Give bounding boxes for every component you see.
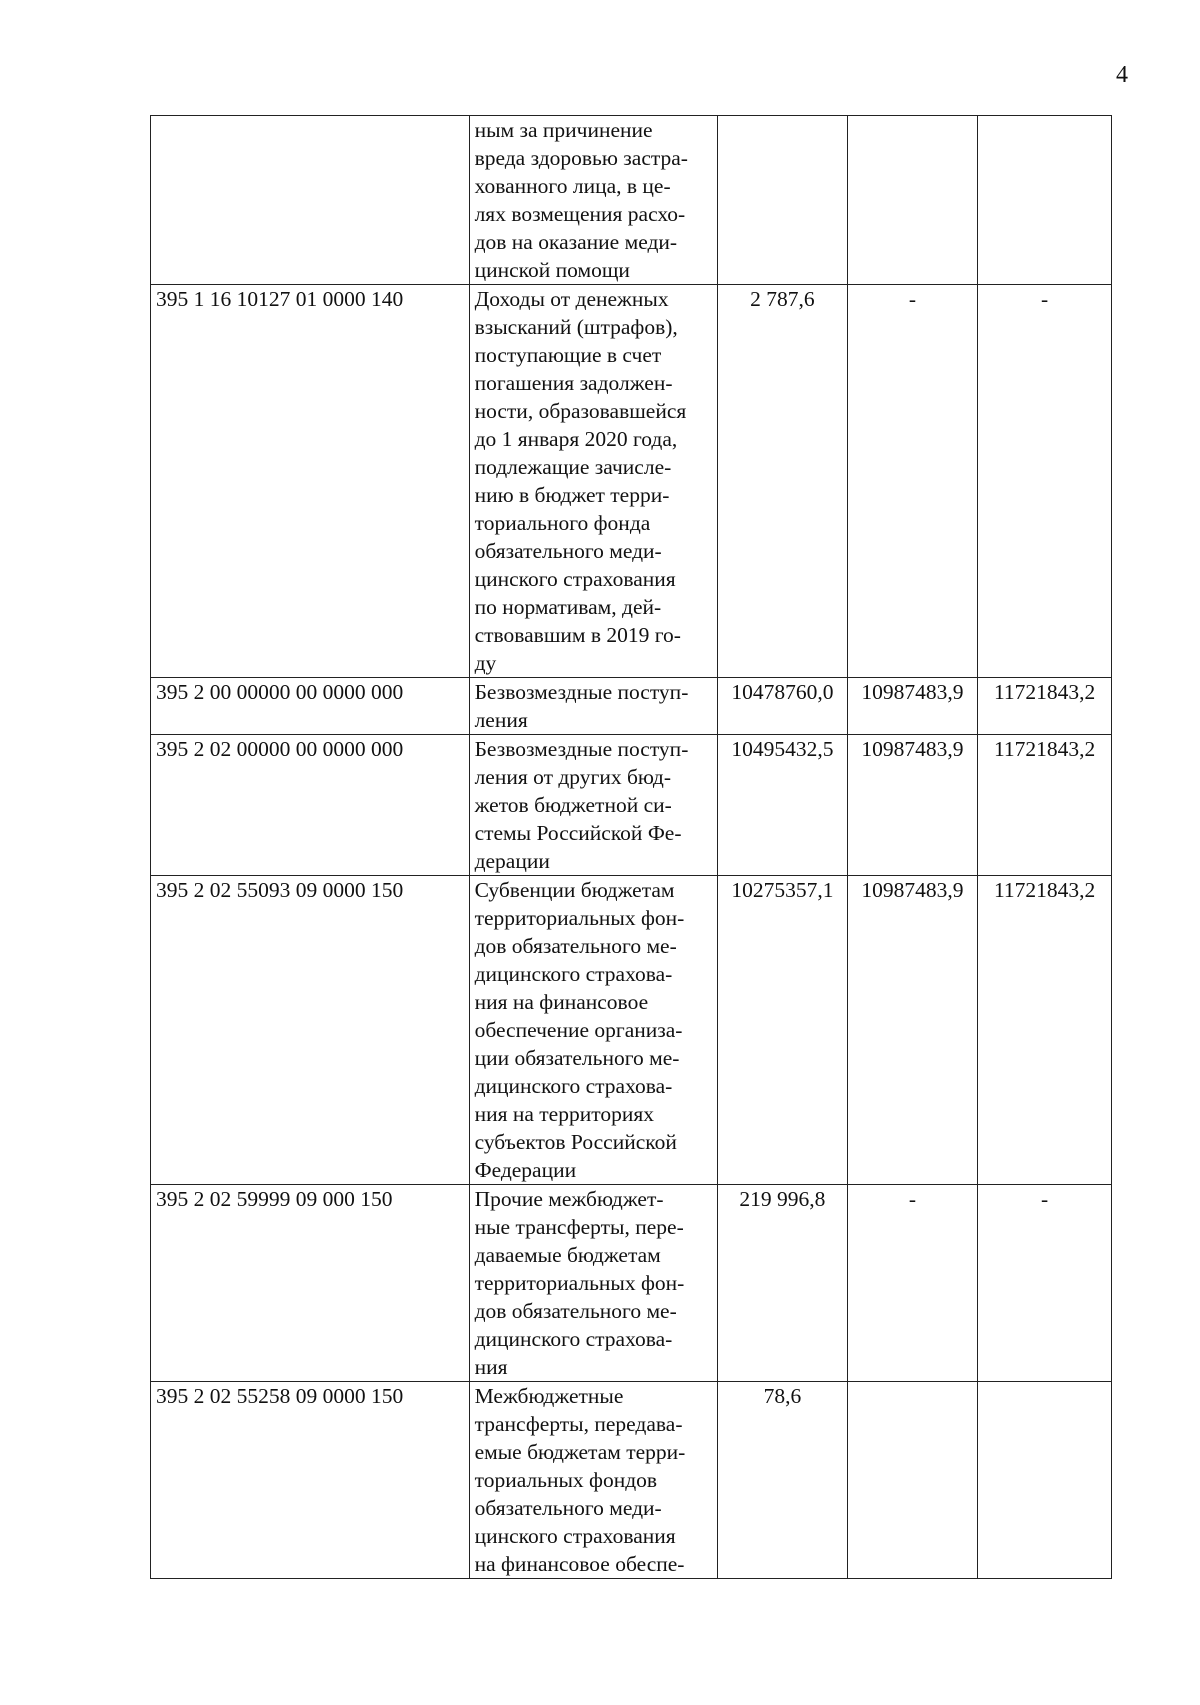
value-cell-2: 10987483,9 <box>847 735 978 876</box>
name-cell: Безвозмездные поступ- ления <box>469 678 718 735</box>
table-row <box>151 678 1112 735</box>
code-cell: 395 2 02 59999 09 000 150 <box>151 1185 470 1382</box>
value-cell-2 <box>847 116 978 285</box>
code-cell: 395 2 00 00000 00 0000 000 <box>151 678 470 735</box>
code-cell: 395 2 02 55258 09 0000 150 <box>151 1382 470 1579</box>
table-row <box>151 876 1112 1185</box>
value-cell-2: - <box>847 285 978 678</box>
value-cell-1: 10478760,0 <box>718 678 848 735</box>
name-cell: Безвозмездные поступ- ления от других бюд- жетов бюджетной си- стемы Российской Фе- дерации <box>469 735 718 876</box>
value-cell-2: - <box>847 1185 978 1382</box>
code-cell <box>151 116 470 285</box>
value-cell-1: 10275357,1 <box>718 876 848 1185</box>
table-row <box>151 285 1112 678</box>
page-number: 4 <box>1116 62 1128 88</box>
value-cell-1: 2 787,6 <box>718 285 848 678</box>
table-row <box>151 116 1112 285</box>
value-cell-3 <box>978 116 1112 285</box>
table-row <box>151 735 1112 876</box>
name-cell: Прочие межбюджет- ные трансферты, пере- даваемые бюджетам территориальных фон- дов обязательного ме- дицинского страхова- ния <box>469 1185 718 1382</box>
value-cell-1: 78,6 <box>718 1382 848 1579</box>
code-cell: 395 1 16 10127 01 0000 140 <box>151 285 470 678</box>
value-cell-3: - <box>978 285 1112 678</box>
value-cell-2: 10987483,9 <box>847 678 978 735</box>
name-cell: Межбюджетные трансферты, передава- емые бюджетам терри- ториальных фондов обязательного меди- цинского страхования на финансовое обеспе- <box>469 1382 718 1579</box>
table-row <box>151 1185 1112 1382</box>
table-row <box>151 1382 1112 1579</box>
value-cell-1: 10495432,5 <box>718 735 848 876</box>
value-cell-2: 10987483,9 <box>847 876 978 1185</box>
code-cell: 395 2 02 55093 09 0000 150 <box>151 876 470 1185</box>
value-cell-1: 219 996,8 <box>718 1185 848 1382</box>
value-cell-3: 11721843,2 <box>978 678 1112 735</box>
name-cell: Доходы от денежных взысканий (штрафов), поступающие в счет погашения задолжен- ности, образовавшейся до 1 января 2020 года, подлежащие зачисле- нию в бюджет терри- ториального фонда обязательного меди- цинского страхования по нормативам, дей- ствовавшим в 2019 го- ду <box>469 285 718 678</box>
value-cell-3: 11721843,2 <box>978 735 1112 876</box>
value-cell-3: - <box>978 1185 1112 1382</box>
value-cell-3 <box>978 1382 1112 1579</box>
code-cell: 395 2 02 00000 00 0000 000 <box>151 735 470 876</box>
value-cell-1 <box>718 116 848 285</box>
budget-revenue-table <box>150 115 1112 1579</box>
value-cell-3: 11721843,2 <box>978 876 1112 1185</box>
value-cell-2 <box>847 1382 978 1579</box>
name-cell: Субвенции бюджетам территориальных фон- дов обязательного ме- дицинского страхова- ния на финансовое обеспечение организа- ции обязательного ме- дицинского страхова- ния на территориях субъектов Российской Федерации <box>469 876 718 1185</box>
name-cell: ным за причинение вреда здоровью застра- хованного лица, в це- лях возмещения расхо- дов на оказание меди- цинской помощи <box>469 116 718 285</box>
